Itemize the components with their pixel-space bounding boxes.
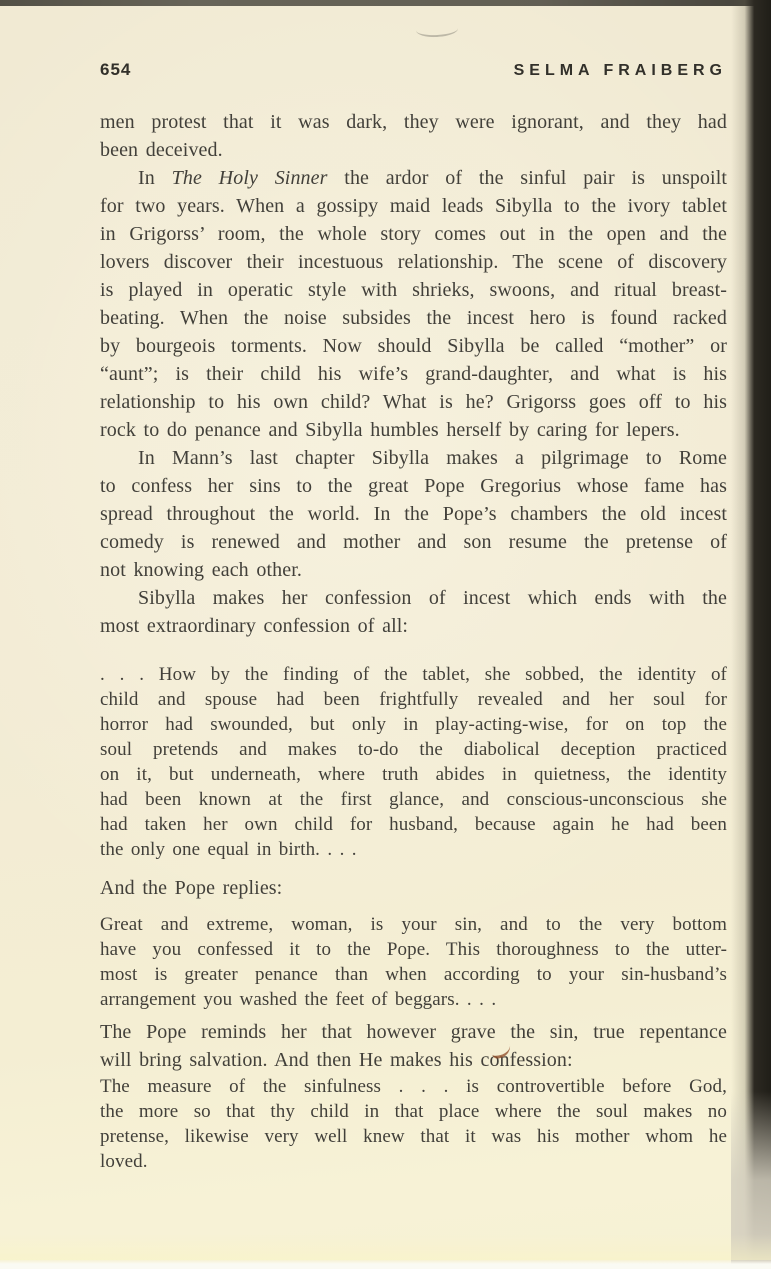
text-segment: soul pretends and makes to-do the diabolical deception practiced <box>100 739 727 760</box>
text-line <box>100 762 727 787</box>
paragraph <box>100 108 727 164</box>
text-segment: relationship to his own child? What is he? Grigorss goes off to his <box>100 391 727 413</box>
text-segment: And the Pope replies: <box>100 877 283 899</box>
text-line <box>100 164 727 192</box>
text-line <box>100 500 727 528</box>
text-line <box>100 912 727 937</box>
text-line <box>100 1149 727 1174</box>
text-segment: In Mann’s last chapter Sibylla makes a pilgrimage to Rome <box>138 447 727 469</box>
text-flow <box>100 108 727 1174</box>
text-line <box>100 1018 727 1046</box>
text-line <box>100 1074 727 1099</box>
text-line <box>100 332 727 360</box>
paragraph <box>100 444 727 584</box>
text-line <box>100 192 727 220</box>
text-segment: men protest that it was dark, they were ignorant, and they had <box>100 111 727 133</box>
paragraph <box>100 584 727 640</box>
text-line <box>100 874 727 902</box>
text-line <box>100 556 727 584</box>
quoted-extract <box>100 1074 727 1174</box>
text-segment: on it, but underneath, where truth abides in quietness, the identity <box>100 764 727 785</box>
text-line <box>100 108 727 136</box>
text-segment: have you confessed it to the Pope. This thoroughness to the utter- <box>100 939 727 960</box>
text-line <box>100 1099 727 1124</box>
text-line <box>100 712 727 737</box>
text-segment: in Grigorss’ room, the whole story comes out in the open and the <box>100 223 727 245</box>
text-segment: child and spouse had been frightfully revealed and her soul for <box>100 689 727 710</box>
text-line <box>100 444 727 472</box>
text-segment: pretense, likewise very well knew that it was his mother whom he <box>100 1126 727 1147</box>
text-segment: comedy is renewed and mother and son resume the pretense of <box>100 531 727 553</box>
scan-bottom-glow <box>0 1234 771 1260</box>
text-line <box>100 937 727 962</box>
text-segment: horror had swounded, but only in play-acting-wise, for on top the <box>100 714 727 735</box>
text-line <box>100 662 727 687</box>
text-line <box>100 962 727 987</box>
text-segment: In <box>138 167 172 189</box>
text-segment: is played in operatic style with shrieks, swoons, and ritual breast- <box>100 279 727 301</box>
text-line <box>100 787 727 812</box>
text-line <box>100 812 727 837</box>
text-line <box>100 837 727 862</box>
text-line <box>100 737 727 762</box>
text-line <box>100 528 727 556</box>
text-segment: rock to do penance and Sibylla humbles herself by caring for lepers. <box>100 419 680 441</box>
paragraph <box>100 1018 727 1074</box>
text-line <box>100 276 727 304</box>
paper-smudge <box>416 21 459 38</box>
text-segment: loved. <box>100 1151 148 1172</box>
page-number: 654 <box>100 60 132 79</box>
text-segment: spread throughout the world. In the Pope’s chambers the old incest <box>100 503 727 525</box>
quoted-extract <box>100 912 727 1012</box>
scan-bottom-edge <box>0 1260 771 1269</box>
running-header-author: SELMA FRAIBERG <box>513 62 727 79</box>
text-segment: Great and extreme, woman, is your sin, and to the very bottom <box>100 914 727 935</box>
text-line <box>100 1046 727 1074</box>
text-segment: The measure of the sinfulness . . . is controvertible before God, <box>100 1076 727 1097</box>
text-segment: “aunt”; is their child his wife’s grand-daughter, and what is his <box>100 363 727 385</box>
text-segment: been deceived. <box>100 139 223 161</box>
text-segment: most is greater penance than when according to your sin-husband’s <box>100 964 727 985</box>
text-segment: the ardor of the sinful pair is unspoilt <box>327 167 727 189</box>
text-segment: had taken her own child for husband, because again he had been <box>100 814 727 835</box>
text-segment: beating. When the noise subsides the incest hero is found racked <box>100 307 727 329</box>
text-line <box>100 987 727 1012</box>
text-line <box>100 388 727 416</box>
scan-top-edge <box>0 0 771 6</box>
quoted-extract <box>100 662 727 862</box>
text-line <box>100 220 727 248</box>
text-segment: most extraordinary confession of all: <box>100 615 409 637</box>
text-segment: had been known at the first glance, and conscious-unconscious she <box>100 789 727 810</box>
book-title-italic: The Holy Sinner <box>171 167 328 189</box>
text-line <box>100 472 727 500</box>
text-segment: The Pope reminds her that however grave the sin, true repentance <box>100 1021 727 1043</box>
book-gutter-shadow <box>731 0 771 1269</box>
text-line <box>100 1124 727 1149</box>
text-line <box>100 584 727 612</box>
text-segment: arrangement you washed the feet of beggars. . . . <box>100 989 497 1010</box>
text-segment: to confess her sins to the great Pope Gregorius whose fame has <box>100 475 727 497</box>
text-line <box>100 360 727 388</box>
text-segment: for two years. When a gossipy maid leads Sibylla to the ivory tablet <box>100 195 727 217</box>
text-line <box>100 136 727 164</box>
text-line <box>100 248 727 276</box>
text-segment: will bring salvation. And then He makes his confession: <box>100 1049 573 1071</box>
text-line <box>100 304 727 332</box>
text-line <box>100 416 727 444</box>
paragraph <box>100 874 727 902</box>
text-segment: the more so that thy child in that place where the soul makes no <box>100 1101 727 1122</box>
running-head <box>100 60 727 80</box>
text-segment: not knowing each other. <box>100 559 302 581</box>
text-segment: lovers discover their incestuous relationship. The scene of discovery <box>100 251 727 273</box>
paragraph <box>100 164 727 444</box>
text-segment: Sibylla makes her confession of incest which ends with the <box>138 587 727 609</box>
text-segment: by bourgeois torments. Now should Sibylla be called “mother” or <box>100 335 727 357</box>
text-segment: the only one equal in birth. . . . <box>100 839 357 860</box>
text-line <box>100 612 727 640</box>
text-segment: . . . How by the finding of the tablet, she sobbed, the identity of <box>100 664 727 685</box>
text-line <box>100 687 727 712</box>
